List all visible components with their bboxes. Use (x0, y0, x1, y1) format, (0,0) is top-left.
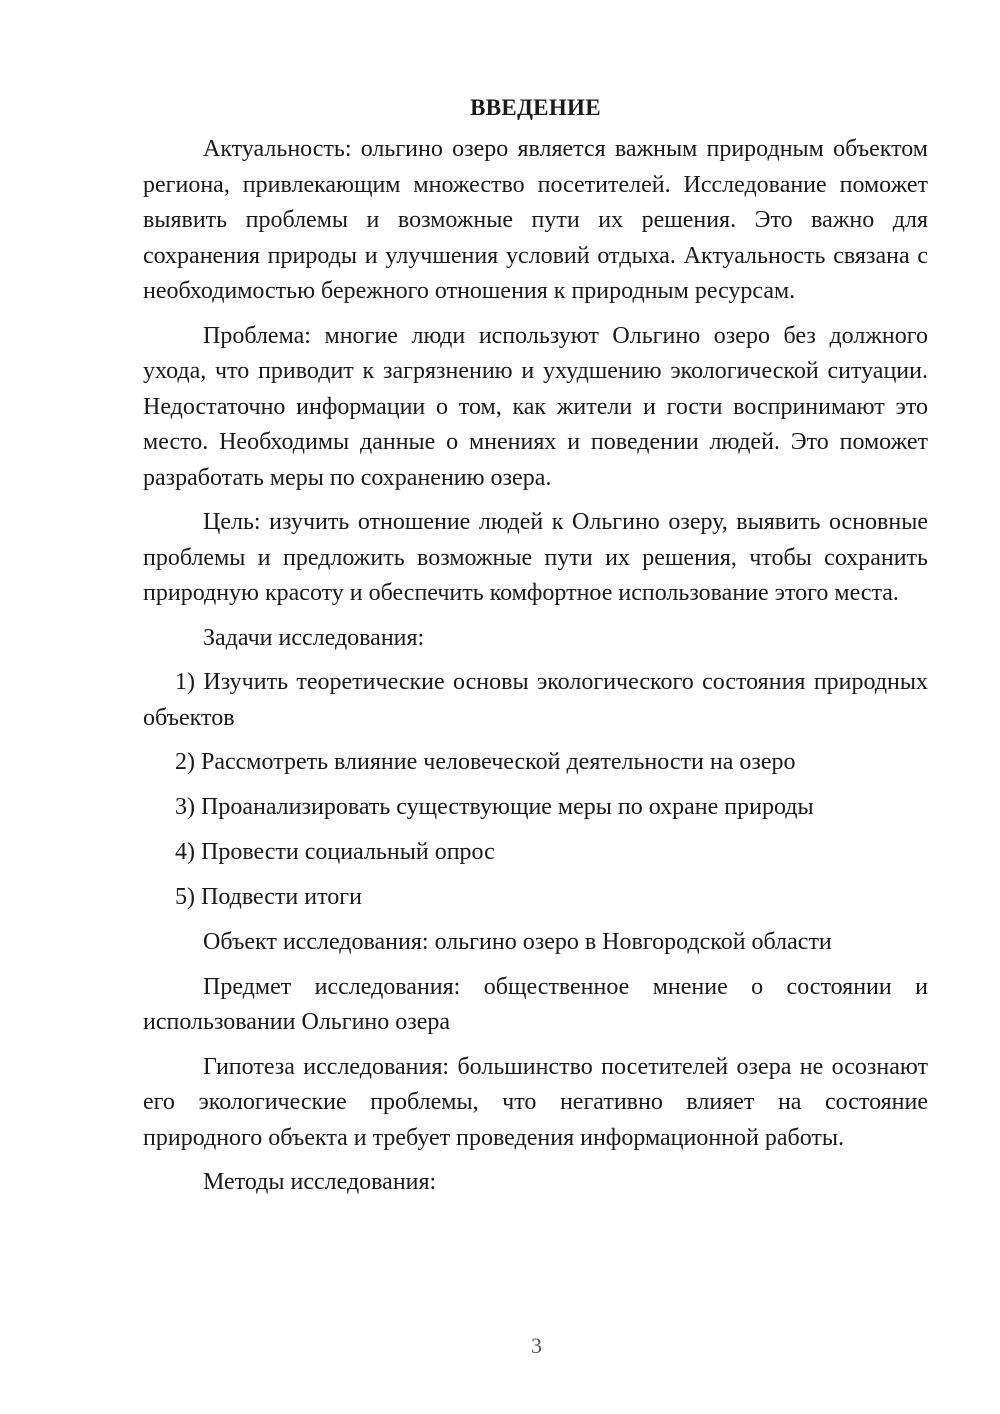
page-content (143, 90, 928, 1210)
tasks-list (143, 665, 928, 916)
paragraph-hypothesis: Гипотеза исследования: большинство посетителей озера не осознают его экологические проблемы, что негативно влияет на состояние природного объекта и требует проведения информационной работы. (143, 1053, 928, 1151)
task-item: 4) Провести социальный опрос (175, 839, 495, 865)
section-heading: ВВЕДЕНИЕ (470, 95, 601, 120)
task-item: 5) Подвести итоги (175, 884, 362, 910)
task-item: 2) Рассмотреть влияние человеческой деятельности на озеро (175, 749, 796, 775)
task-item: 1) Изучить теоретические основы экологического состояния природных объектов (143, 669, 928, 731)
paragraph-object: Объект исследования: ольгино озеро в Новгородской области (203, 929, 832, 955)
task-item: 3) Проанализировать существующие меры по охране природы (175, 794, 814, 820)
paragraph-problem: Проблема: многие люди используют Ольгино озеро без должного ухода, что приводит к загрязнению и ухудшению экологической ситуации. Недостаточно информации о том, как жители и гости воспринимают это место. Необходимы данные о мнениях и поведении людей. Это поможет разработать меры по сохранению озера. (143, 322, 928, 491)
methods-title: Методы исследования: (203, 1169, 437, 1195)
page-number: 3 (531, 1333, 542, 1358)
paragraph-goal: Цель: изучить отношение людей к Ольгино озеру, выявить основные проблемы и предложить возможные пути их решения, чтобы сохранить природную красоту и обеспечить комфортное использование этого места. (143, 509, 928, 606)
paragraph-subject: Предмет исследования: общественное мнение о состоянии и использовании Ольгино озера (143, 973, 928, 1035)
paragraph-relevance: Актуальность: ольгино озеро является важным природным объектом региона, привлекающим множество посетителей. Исследование поможет выявить проблемы и возможные пути их решения. Это важно для сохранения природы и улучшения условий отдыха. Актуальность связана с необходимостью бережного отношения к природным ресурсам. (143, 136, 928, 304)
tasks-title: Задачи исследования: (203, 624, 425, 651)
